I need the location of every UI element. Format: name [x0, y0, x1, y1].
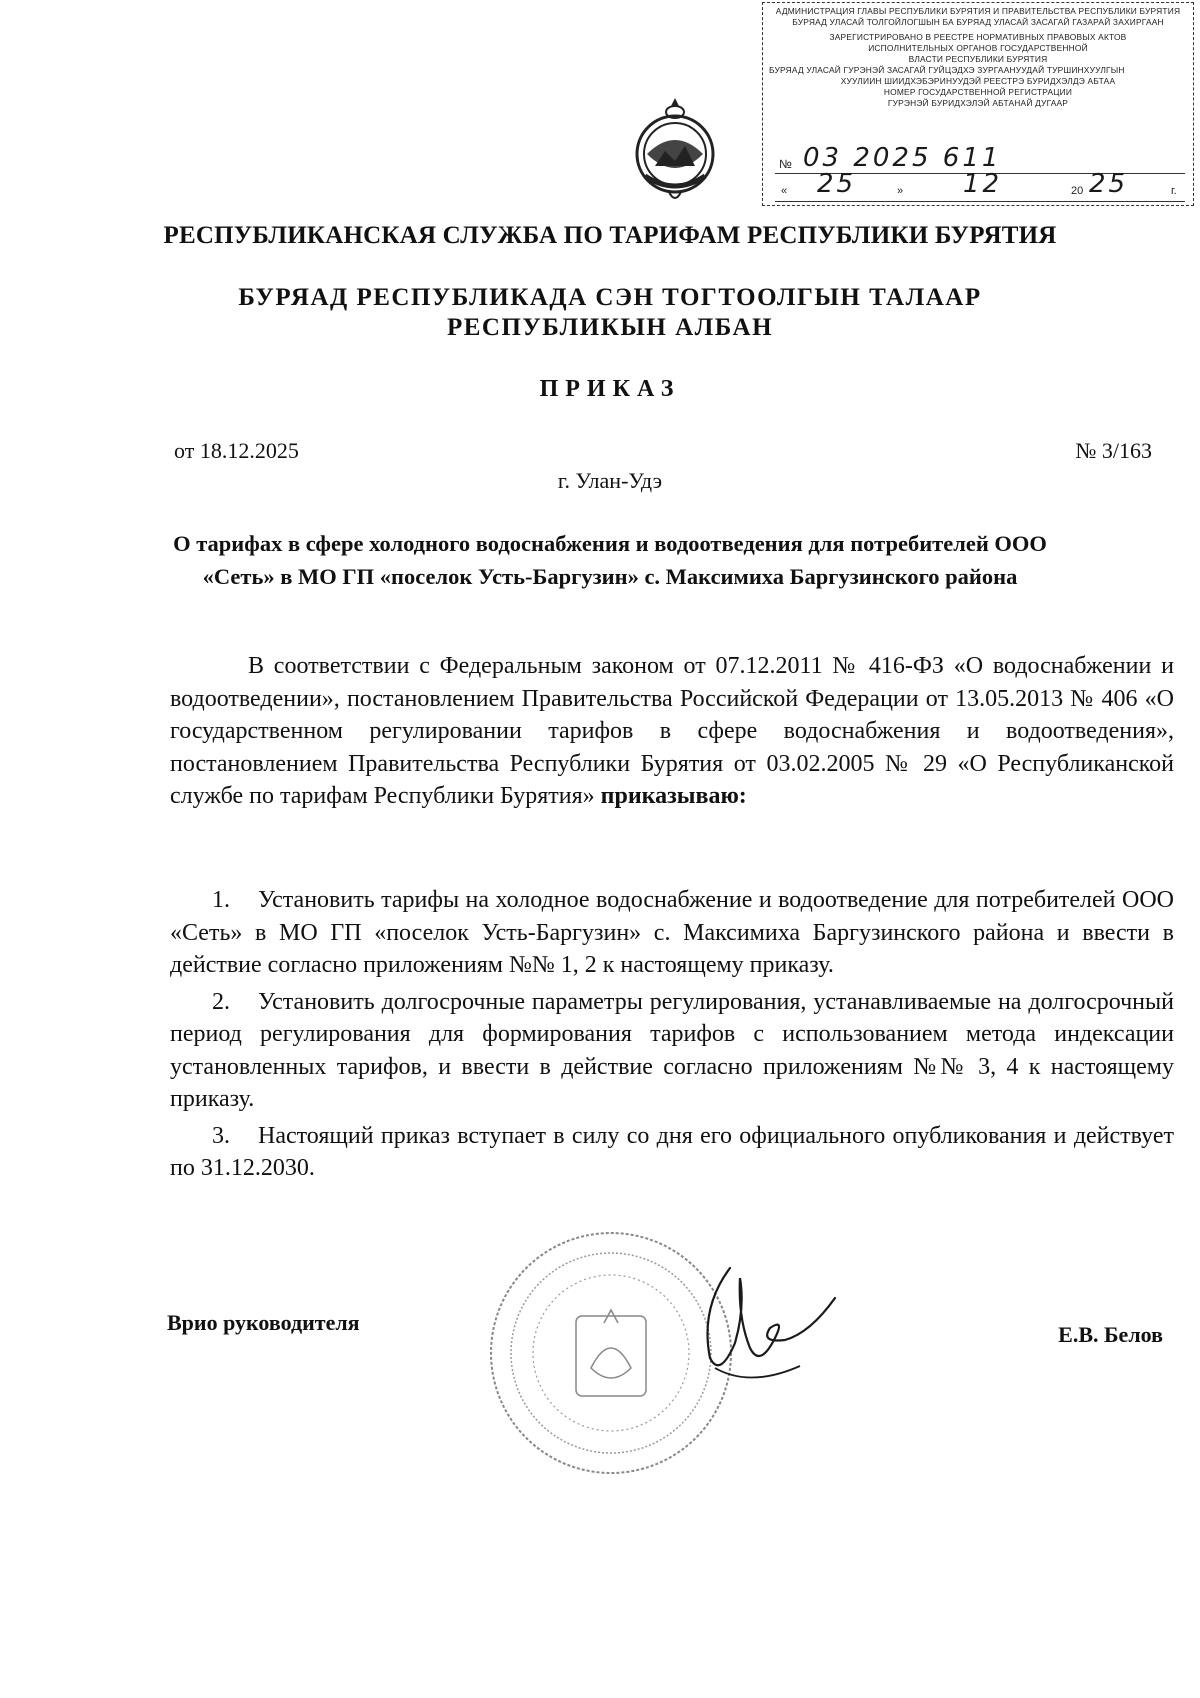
preamble-paragraph — [170, 650, 1174, 813]
reg-stamp-line: ГУРЭНЭЙ БУРИДХЭЛЭЙ АБТАНАЙ ДУГААР — [887, 98, 1069, 108]
order-item-text: Настоящий приказ вступает в силу со дня его официального опубликования и действует по 31.12.2030. — [170, 1122, 1174, 1181]
reg-stamp-line: ИСПОЛНИТЕЛЬНЫХ ОРГАНОВ ГОСУДАРСТВЕННОЙ — [868, 43, 1088, 53]
order-item — [170, 986, 1174, 1116]
signatory-name: Е.В. Белов — [1058, 1322, 1163, 1347]
organization-name-bur-line2: РЕСПУБЛИКЫН АЛБАН — [446, 314, 774, 341]
reg-date-field — [775, 169, 1185, 202]
reg-stamp-line: ЗАРЕГИСТРИРОВАНО В РЕЕСТРЕ НОРМАТИВНЫХ ПРАВОВЫХ АКТОВ — [829, 32, 1127, 42]
reg-date-day: 25 — [817, 169, 857, 199]
order-date: от 18.12.2025 — [174, 438, 299, 463]
handwritten-signature — [690, 1248, 840, 1388]
order-word: приказываю: — [600, 783, 747, 809]
order-item-text: Установить тарифы на холодное водоснабжение и водоотведение для потребителей ООО «Сеть» в МО ГП «поселок Усть-Баргузин» с. Максимиха Баргузинского района и ввести в действие согласно приложениям №№ 1, 2 к настоящему приказу. — [170, 887, 1174, 978]
order-items — [170, 884, 1174, 1189]
document-type: ПРИКАЗ — [539, 376, 681, 402]
organization-name-bur-line1: БУРЯАД РЕСПУБЛИКАДА СЭН ТОГТООЛГЫН ТАЛААР — [238, 284, 982, 311]
signatory-role: Врио руководителя — [167, 1310, 360, 1335]
registration-stamp — [762, 2, 1194, 206]
reg-number-handwritten: 03 2025 611 — [803, 143, 1002, 173]
order-number: № 3/163 — [1075, 438, 1152, 463]
city: г. Улан-Удэ — [557, 468, 663, 493]
organization-name-bur — [140, 283, 1080, 343]
coat-of-arms-emblem — [625, 96, 725, 206]
reg-date-year-prefix: 20 — [1071, 185, 1084, 197]
organization-name-ru: РЕСПУБЛИКАНСКАЯ СЛУЖБА ПО ТАРИФАМ РЕСПУБЛИКИ БУРЯТИЯ — [163, 222, 1057, 249]
reg-date-year: 25 — [1089, 169, 1129, 199]
order-item — [170, 1120, 1174, 1185]
order-item-number: 3. — [212, 1122, 230, 1149]
reg-stamp-line: АДМИНИСТРАЦИЯ ГЛАВЫ РЕСПУБЛИКИ БУРЯТИЯ И ПРАВИТЕЛЬСТВА РЕСПУБЛИКИ БУРЯТИЯ — [775, 6, 1181, 16]
order-item-number: 2. — [212, 988, 230, 1015]
reg-stamp-line: ХУУЛИИН ШИИДХЭБЭРИНУУДЭЙ РЕЕСТРЭ БУРИДХЭЛДЭ АБТАА — [840, 76, 1116, 86]
reg-number-prefix: № — [779, 157, 792, 171]
reg-date-quote-close: » — [897, 185, 904, 197]
order-item-text: Установить долгосрочные параметры регулирования, устанавливаемые на долгосрочный период регулирования для формирования тарифов с использованием метода индексации установленных тарифов, и ввести в действие согласно приложениям №№ 3, 4 к настоящему приказу. — [170, 988, 1174, 1112]
reg-date-month: 12 — [963, 169, 1003, 199]
reg-date-suffix: г. — [1171, 185, 1177, 197]
order-item — [170, 884, 1174, 982]
preamble-text: В соответствии с Федеральным законом от 07.12.2011 № 416-ФЗ «О водоснабжении и водоотведении», постановлением Правительства Российской Федерации от 13.05.2013 № 406 «О государственном регулировании тарифов в сфере водоснабжения и водоотведения», постановлением Правительства Республики Бурятия от 03.02.2005 № 29 «О Республиканской службе по тарифам Республики Бурятия» — [170, 653, 1174, 809]
reg-stamp-line: БУРЯАД УЛАСАЙ ГУРЭНЭЙ ЗАСАГАЙ ГУЙЦЭДХЭ ЗУРГААНУУДАЙ ТУРШИНХУУЛГЫН — [769, 65, 1125, 75]
reg-date-quote-open: « — [781, 185, 788, 197]
reg-stamp-line: НОМЕР ГОСУДАРСТВЕННОЙ РЕГИСТРАЦИИ — [883, 87, 1073, 97]
order-subject: О тарифах в сфере холодного водоснабжения и водоотведения для потребителей ООО «Сеть» в МО ГП «поселок Усть-Баргузин» с. Максимиха Баргузинского района — [173, 531, 1047, 589]
order-item-number: 1. — [212, 887, 230, 913]
reg-stamp-line: ВЛАСТИ РЕСПУБЛИКИ БУРЯТИЯ — [908, 54, 1048, 64]
reg-stamp-line: БУРЯАД УЛАСАЙ ТОЛГОЙЛОГШЫН БА БУРЯАД УЛАСАЙ ЗАСАГАЙ ГАЗАРАЙ ЗАХИРГААН — [792, 17, 1164, 27]
